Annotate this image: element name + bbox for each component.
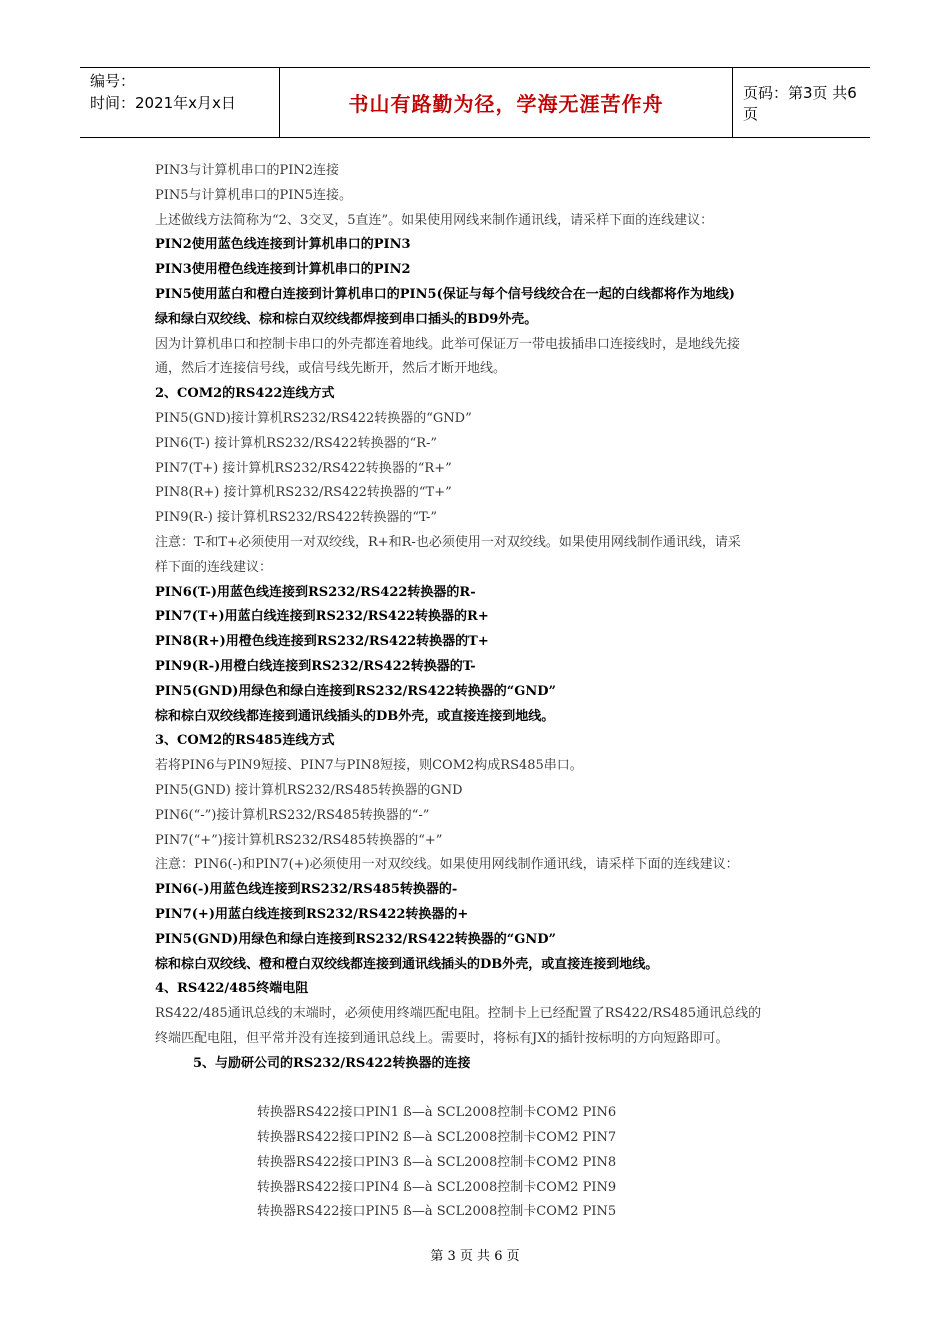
body-heading-line: 棕和棕白双绞线、橙和橙白双绞线都连接到通讯线插头的DB外壳，或直接连接到地线。 [155,956,659,972]
converter-pin-mapping-line: 转换器RS422接口PIN4 ß—à SCL2008控制卡COM2 PIN9 [257,1179,617,1195]
body-text-line: 上述做线方法简称为“2、3交叉，5直连”。如果使用网线来制作通讯线，请采样下面的连线建议： [155,212,714,228]
body-heading-line: PIN6(T-)用蓝色线连接到RS232/RS422转换器的R- [155,584,476,600]
body-heading-line: 3、COM2的RS485连线方式 [155,733,335,749]
body-heading-line: PIN8(R+)用橙色线连接到RS232/RS422转换器的T+ [155,634,489,650]
body-text-line: 终端匹配电阻，但平常并没有连接到通讯总线上。需要时，将标有JX的插针按标明的方向短路即可。 [155,1030,729,1046]
body-heading-line: PIN5使用蓝白和橙白连接到计算机串口的PIN5(保证与每个信号线绞合在一起的白线都将作为地线) [155,286,735,302]
body-heading-line: 绿和绿白双绞线、棕和棕白双绞线都焊接到串口插头的BD9外壳。 [155,311,538,327]
body-text-line: PIN6(“-”)接计算机RS232/RS485转换器的“-” [155,807,430,823]
body-heading-line: PIN6(-)用蓝色线连接到RS232/RS485转换器的- [155,882,458,898]
body-text-line: RS422/485通讯总线的末端时，必须使用终端匹配电阻。控制卡上已经配置了RS422/RS485通讯总线的 [155,1006,762,1022]
body-text-line: PIN6(T-) 接计算机RS232/RS422转换器的“R-” [155,435,438,451]
body-heading-line: PIN5(GND)用绿色和绿白连接到RS232/RS422转换器的“GND” [155,931,556,947]
body-text-line: 因为计算机串口和控制卡串口的外壳都连着地线。此举可保证万一带电拔插串口连接线时，是地线先接 [155,336,741,352]
page-footer: 第 3 页 共 6 页 [430,1249,520,1264]
body-heading-line: PIN7(T+)用蓝白线连接到RS232/RS422转换器的R+ [155,609,489,625]
body-text-line: 注意：PIN6(-)和PIN7(+)必须使用一对双绞线。如果使用网线制作通讯线，请采样下面的连线建议： [155,857,739,873]
body-heading-line: 棕和棕白双绞线都连接到通讯线插头的DB外壳，或直接连接到地线。 [155,708,555,724]
converter-pin-mapping-line: 转换器RS422接口PIN1 ß—à SCL2008控制卡COM2 PIN6 [257,1105,617,1121]
body-text-line: PIN9(R-) 接计算机RS232/RS422转换器的“T-” [155,510,438,526]
body-text-line: 若将PIN6与PIN9短接、PIN7与PIN8短接，则COM2构成RS485串口。 [155,758,583,774]
body-text-line: PIN7(“+”)接计算机RS232/RS485转换器的“+” [155,832,443,848]
document-body [155,159,805,1225]
header-meta-cell [80,68,280,137]
document-number-label: 编号： [90,72,136,90]
body-heading-line: PIN2使用蓝色线连接到计算机串口的PIN3 [155,237,411,253]
body-text-line: PIN5与计算机串口的PIN5连接。 [155,187,353,203]
header-motto-cell [280,68,733,137]
document-date-label: 时间：2021年x月x日 [90,94,236,112]
body-text-line: PIN7(T+) 接计算机RS232/RS422转换器的“R+” [155,460,452,476]
body-text-line: 通，然后才连接信号线，或信号线先断开，然后才断开地线。 [155,361,507,377]
body-text-line: PIN5(GND) 接计算机RS232/RS485转换器的GND [155,782,463,798]
header-page-cell [733,68,870,137]
body-heading-line: 5、与励研公司的RS232/RS422转换器的连接 [193,1055,471,1071]
body-text-line: 注意：T-和T+必须使用一对双绞线，R+和R-也必须使用一对双绞线。如果使用网线制作通讯线，请采 [155,534,741,550]
body-heading-line: 2、COM2的RS422连线方式 [155,386,335,402]
body-text-line: PIN5(GND)接计算机RS232/RS422转换器的“GND” [155,410,472,426]
spacer [155,1076,805,1101]
converter-pin-mapping-line: 转换器RS422接口PIN5 ß—à SCL2008控制卡COM2 PIN5 [257,1204,617,1220]
body-heading-line: 4、RS422/485终端电阻 [155,981,309,997]
body-heading-line: PIN9(R-)用橙白线连接到RS232/RS422转换器的T- [155,658,476,674]
body-text-line: PIN3与计算机串口的PIN2连接 [155,163,340,178]
converter-pin-mapping-line: 转换器RS422接口PIN2 ß—à SCL2008控制卡COM2 PIN7 [257,1130,617,1146]
body-text-line: 样下面的连线建议： [155,559,273,575]
header-motto: 书山有路勤为径，学海无涯苦作舟 [348,92,664,116]
body-heading-line: PIN3使用橙色线连接到计算机串口的PIN2 [155,262,411,278]
converter-pin-mapping-line: 转换器RS422接口PIN3 ß—à SCL2008控制卡COM2 PIN8 [257,1154,617,1170]
page-header [80,67,870,138]
header-page-number: 页码：第3页 共6页 [743,83,857,123]
body-text-line: PIN8(R+) 接计算机RS232/RS422转换器的“T+” [155,485,452,501]
body-heading-line: PIN5(GND)用绿色和绿白连接到RS232/RS422转换器的“GND” [155,683,556,699]
body-heading-line: PIN7(+)用蓝白线连接到RS232/RS422转换器的+ [155,906,469,922]
